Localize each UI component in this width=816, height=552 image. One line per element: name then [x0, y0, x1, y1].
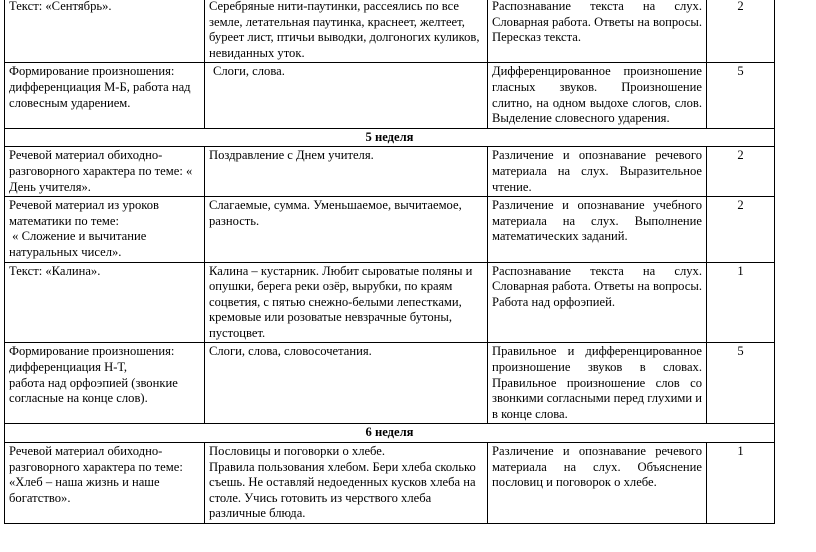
material-cell [205, 343, 488, 424]
hours-cell [707, 147, 775, 197]
activity-cell [488, 443, 707, 524]
lesson-plan-table [4, 0, 775, 524]
table-row [5, 262, 775, 343]
table-row [5, 63, 775, 128]
week-header-row [5, 424, 775, 443]
topic-cell [5, 0, 205, 63]
material-cell [205, 262, 488, 343]
topic-cell [5, 343, 205, 424]
material-cell [205, 197, 488, 262]
table-row [5, 147, 775, 197]
activity-cell [488, 147, 707, 197]
topic-cell [5, 63, 205, 128]
activity-text: Распознавание текста на слух. Словарная работа. Ответы на вопросы. Пересказ текста. [492, 0, 702, 45]
hours-value: 2 [737, 198, 744, 213]
topic-line: работа над орфоэпией (звонкие согласные на конце слов). [9, 375, 178, 406]
topic-cell [5, 197, 205, 262]
hours-value: 1 [737, 263, 744, 278]
week-header: 5 неделя [5, 128, 775, 147]
topic-line: « Сложение и вычитание натуральных чисел». [9, 229, 150, 259]
topic-text: Речевой материал обиходно-разговорного характера по теме: « День учителя». [9, 148, 193, 194]
topic-text: Текст: «Калина». [9, 263, 101, 278]
hours-cell [707, 197, 775, 262]
hours-value: 1 [737, 444, 744, 459]
table-row [5, 443, 775, 524]
material-line: Пословицы и поговорки о хлебе. [209, 444, 386, 459]
topic-cell [5, 147, 205, 197]
material-text: Серебряные нити-паутинки, рассеялись по все земле, летательная паутинка, краснеет, желтеет, буреет лист, птичьи выводки, долгоногих куликов, невиданных уток. [209, 0, 480, 60]
hours-cell [707, 443, 775, 524]
material-cell [205, 63, 488, 128]
material-cell [205, 443, 488, 524]
activity-cell [488, 197, 707, 262]
activity-text: Различение и опознавание учебного материала на слух. Выполнение математических заданий. [492, 198, 702, 244]
topic-cell [5, 262, 205, 343]
activity-text: Правильное и дифференцированное произношение звуков в словах. Правильное произношение слов со звонкими согласными перед глухими и в конце слова. [492, 344, 702, 421]
hours-value: 5 [737, 64, 744, 79]
material-text: Слагаемые, сумма. Уменьшаемое, вычитаемое, разность. [209, 198, 462, 228]
activity-text: Различение и опознавание речевого материала на слух. Объяснение пословиц и поговорок о хлебе. [492, 444, 702, 490]
material-text: Слоги, слова. [213, 64, 285, 79]
activity-cell [488, 63, 707, 128]
hours-cell [707, 343, 775, 424]
week-header: 6 неделя [5, 424, 775, 443]
topic-text: Формирование произношения: дифференциация М-Б, работа над словесным ударением. [9, 64, 191, 110]
activity-cell [488, 343, 707, 424]
topic-cell [5, 443, 205, 524]
hours-cell [707, 63, 775, 128]
material-text: Поздравление с Днем учителя. [209, 148, 374, 163]
material-cell [205, 0, 488, 63]
material-cell [205, 147, 488, 197]
hours-value: 2 [737, 148, 744, 163]
topic-text: Текст: «Сентябрь». [9, 0, 112, 13]
table-row [5, 0, 775, 63]
topic-line: Речевой материал из уроков математики по теме: [9, 198, 159, 228]
topic-line: Формирование произношения: дифференциация Н-Т, [9, 344, 175, 375]
hours-cell [707, 0, 775, 63]
activity-text: Различение и опознавание речевого материала на слух. Выразительное чтение. [492, 148, 702, 194]
material-text: Калина – кустарник. Любит сыроватые поляны и опушки, берега реки озёр, вырубки, по краям соцветия, с пятью снежно-белыми лепестками, кремовые или розоватые невзрачные бутоны, пустоцвет. [209, 263, 473, 340]
material-text: Слоги, слова, словосочетания. [209, 344, 372, 359]
activity-cell [488, 262, 707, 343]
activity-cell [488, 0, 707, 63]
topic-text: Речевой материал обиходно-разговорного характера по теме: «Хлеб – наша жизнь и наше богатство». [9, 444, 183, 505]
hours-value: 5 [737, 344, 744, 359]
activity-text: Дифференцированное произношение гласных звуков. Произношение слитно, на одном выдохе слогов, слов. Выделение словесного ударения. [492, 64, 702, 126]
activity-text: Распознавание текста на слух. Словарная работа. Ответы на вопросы. Работа над орфоэпией. [492, 263, 702, 309]
week-header-row [5, 128, 775, 147]
hours-value: 2 [737, 0, 744, 13]
hours-cell [707, 262, 775, 343]
material-line: Правила пользования хлебом. Бери хлеба сколько съешь. Не оставляй недоеденных кусков хлеба на столе. Учись готовить из черствого хлеба различные блюда. [209, 459, 476, 521]
table-row [5, 197, 775, 262]
table-row [5, 343, 775, 424]
